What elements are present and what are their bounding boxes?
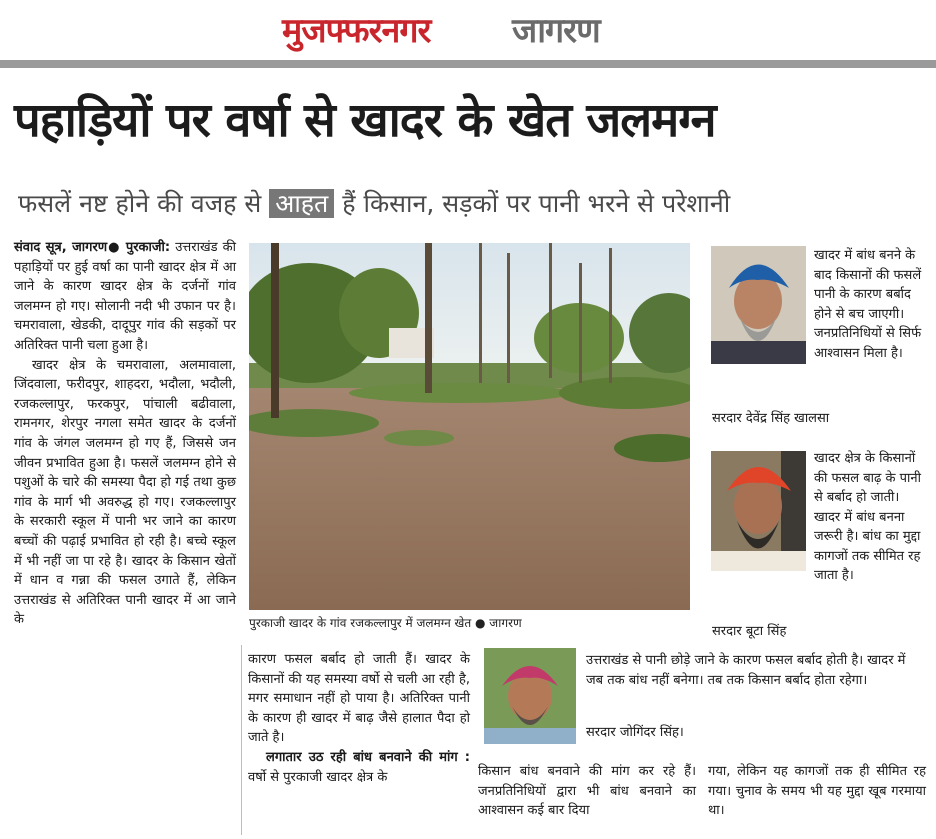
subheadline-highlight: आहत (269, 189, 334, 218)
subheadline-before: फसलें नष्ट होने की वजह से (18, 189, 270, 218)
photo-caption: पुरकाजी खादर के गांव रजकल्लापुर में जलमग्न खेत ● जागरण (249, 616, 522, 630)
headline: पहाड़ियों पर वर्षा से खादर के खेत जलमग्न (14, 93, 716, 148)
portrait-boota-singh (711, 451, 806, 571)
masthead-paper-name: जागरण (512, 11, 600, 51)
article-paragraph-1: उत्तराखंड की पहाड़ियों पर हुई वर्षा का पानी खादर क्षेत्र में आ जाने के कारण खादर क्षेत्र के दर्जनों गांव जलमग्न हो गए। सोलानी नदी भी उफान पर है। चमरावाला, खेडकी, दादूपुर गांव की सड़कों पर अतिरिक्त पानी चला हुआ है। (14, 240, 236, 353)
article-column-2 (248, 650, 470, 787)
portrait-devendra-singh (711, 246, 806, 364)
article-column-1 (14, 238, 236, 630)
article-paragraph-5: किसान बांध बनवाने की मांग कर रहे हैं। जनप्रतिनिधियों द्वारा भी बांध बनवाने का आश्वासन कई बार दिया (478, 764, 696, 819)
dateline: संवाद सूत्र, जागरण● पुरकाजी: (14, 240, 171, 255)
article-column-3 (478, 762, 696, 821)
masthead (0, 0, 936, 60)
masthead-rule (0, 60, 936, 68)
portrait-joginder-singh (484, 648, 576, 744)
quote-2-text: खादर क्षेत्र के किसानों की फसल बाढ़ के पानी से बर्बाद हो जाती। खादर में बांध बनना जरूरी है। बांध का मुद्दा कागजों तक सीमित रह जाता है। (814, 451, 921, 583)
masthead-city: मुजफ्फरनगर (282, 11, 431, 51)
article-paragraph-4: वर्षो से पुरकाजी खादर क्षेत्र के (248, 769, 388, 785)
article-paragraph-3: कारण फसल बर्बाद हो जाती हैं। खादर के किसानों की यह समस्या वर्षो से चली आ रही है, मगर समाधान नहीं हो पाया है। अतिरिक्त पानी के कारण ही खादर में बाढ़ जैसे हालात पैदा हो जाते है। (248, 652, 470, 746)
quote-2-name: सरदार बूटा सिंह (712, 624, 787, 639)
quote-1-name: सरदार देवेंद्र सिंह खालसा (712, 411, 830, 426)
quote-1-text: खादर में बांध बनने के बाद किसानों की फसलें पानी के कारण बर्बाद होने से बच जाएगी। जनप्रतिनिधियों से सिर्फ आश्वासन मिला है। (814, 248, 922, 361)
quote-3-name: सरदार जोगिंदर सिंह। (586, 725, 684, 740)
flood-photo (249, 243, 690, 610)
quote-3-text: उत्तराखंड से पानी छोड़े जाने के कारण फसल बर्बाद होती है। खादर में जब तक बांध नहीं बनेगा। तब तक किसान बर्बाद होता रहेगा। (586, 653, 906, 688)
article-paragraph-2: खादर क्षेत्र के चमरावाला, अलमावाला, जिंदवाला, फरीदपुर, शाहदरा, भदौला, भदौली, रजकल्लापुर, फरकपुर, पांचाली बढीवाला, रामनगर, शेरपुर नगला समेत खादर के दर्जनों गांव के जंगल जलमग्न हो गए हैं, जिससे जन जीवन प्रभावित हुआ है। फसलें जलमग्न होने से पशुओं के चारे की समस्या पैदा हो गई तथा कुछ गांव के मार्ग भी अवरुद्ध हो गए। रजकल्लापुर के सरकारी स्कूल में पानी भर जाने का कारण बच्चों की पढ़ाई प्रभावित हो रही है। बच्चे स्कूल में भी नहीं जा पा रहे है। खादर के किसान खेतों में धान व गन्ना की फसल उगाते हैं, लेकिन उत्तराखंड से अतिरिक्त पानी खादर में आ जाने के (14, 357, 236, 628)
subheadline-after: हैं किसान, सड़कों पर पानी भरने से परेशानी (334, 189, 731, 218)
article-paragraph-6: गया, लेकिन यह कागजों तक ही सीमित रह गया। चुनाव के समय भी यह मुद्दा खूब गरमाया था। (708, 764, 926, 819)
subheadline (18, 186, 928, 220)
article-column-4 (708, 762, 926, 821)
column-divider (241, 645, 242, 835)
subheading-dam-demand: लगातार उठ रही बांध बनवाने की मांग : (266, 749, 470, 765)
